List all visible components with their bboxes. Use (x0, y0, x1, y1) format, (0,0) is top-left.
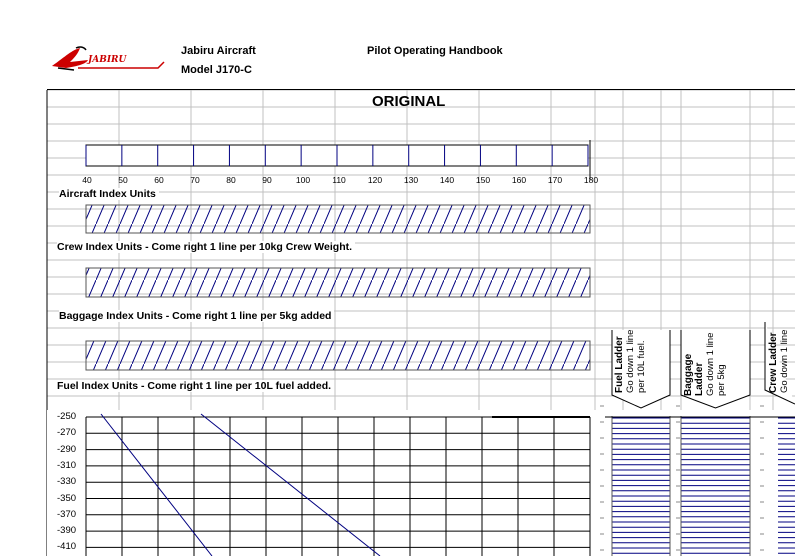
baggage-index-label: Baggage Index Units - Come right 1 line per 5kg added (59, 310, 334, 322)
y-axis-tick-label: -350 (57, 492, 77, 504)
crew-ladder-line1: Go down 1 line (779, 329, 790, 393)
scale-tick-label: 150 (475, 175, 491, 185)
fuel-ladder-text (614, 330, 647, 393)
scale-tick-label: 70 (190, 175, 200, 185)
fuel-ladder-title: Fuel Ladder (614, 336, 625, 393)
hatched-bar-1 (86, 205, 590, 233)
scale-tick-label: 100 (295, 175, 311, 185)
y-axis-tick-label: -410 (57, 541, 77, 553)
scale-tick-label: 50 (118, 175, 128, 185)
y-axis-tick-label: -250 (57, 411, 77, 422)
logo-wordmark: JABIRU (88, 55, 127, 65)
scale-tick-label: 180 (583, 175, 599, 185)
handbook-title: Pilot Operating Handbook (367, 45, 503, 57)
y-axis-tick-label: -290 (57, 443, 77, 455)
scale-tick-label: 120 (367, 175, 383, 185)
y-axis-tick-label: -330 (57, 476, 77, 488)
baggage-ladder-title1: Baggage (683, 353, 694, 396)
scale-tick-label: 170 (547, 175, 563, 185)
crew-ladder-title: Crew Ladder (768, 332, 779, 393)
hatched-bars (86, 205, 590, 370)
chart-title: ORIGINAL (372, 93, 446, 110)
y-axis-tick-label: -270 (57, 427, 77, 439)
lower-grid (47, 410, 597, 556)
hatched-bar-3 (86, 341, 590, 370)
y-axis-tick-label: -370 (57, 508, 77, 520)
scale-tick-label: 80 (226, 175, 236, 185)
y-axis-tick-label: -390 (57, 525, 77, 537)
lower-grid-bg (47, 410, 597, 556)
y-axis-tick-label: -310 (57, 459, 77, 471)
company-name: Jabiru Aircraft (181, 45, 256, 57)
index-scale (86, 140, 590, 180)
fuel-index-label: Fuel Index Units - Come right 1 line per 10L fuel added. (57, 380, 334, 392)
scale-tick-label: 90 (262, 175, 272, 185)
fuel-ladder-line1: Go down 1 line (625, 329, 636, 393)
aircraft-index-label: Aircraft Index Units (59, 188, 159, 200)
baggage-ladder-line2: per 5kg (716, 364, 727, 396)
scale-tick-label: 40 (82, 175, 92, 185)
model-name: Model J170-C (181, 64, 252, 76)
scale-tick-label: 110 (332, 175, 346, 185)
baggage-ladder-text (683, 333, 727, 396)
scale-tick-label: 160 (511, 175, 527, 185)
crew-index-label: Crew Index Units - Come right 1 line per 10kg Crew Weight. (57, 241, 355, 253)
fuel-ladder-line2: per 10L fuel. (636, 340, 647, 393)
baggage-ladder-title2: Ladder (694, 362, 705, 396)
baggage-ladder-line1: Go down 1 line (705, 332, 716, 396)
scale-tick-label: 60 (154, 175, 164, 185)
crew-ladder-text (768, 330, 790, 393)
scale-tick-label: 140 (439, 175, 455, 185)
scale-tick-label: 130 (403, 175, 419, 185)
hatched-bar-2 (86, 268, 590, 297)
